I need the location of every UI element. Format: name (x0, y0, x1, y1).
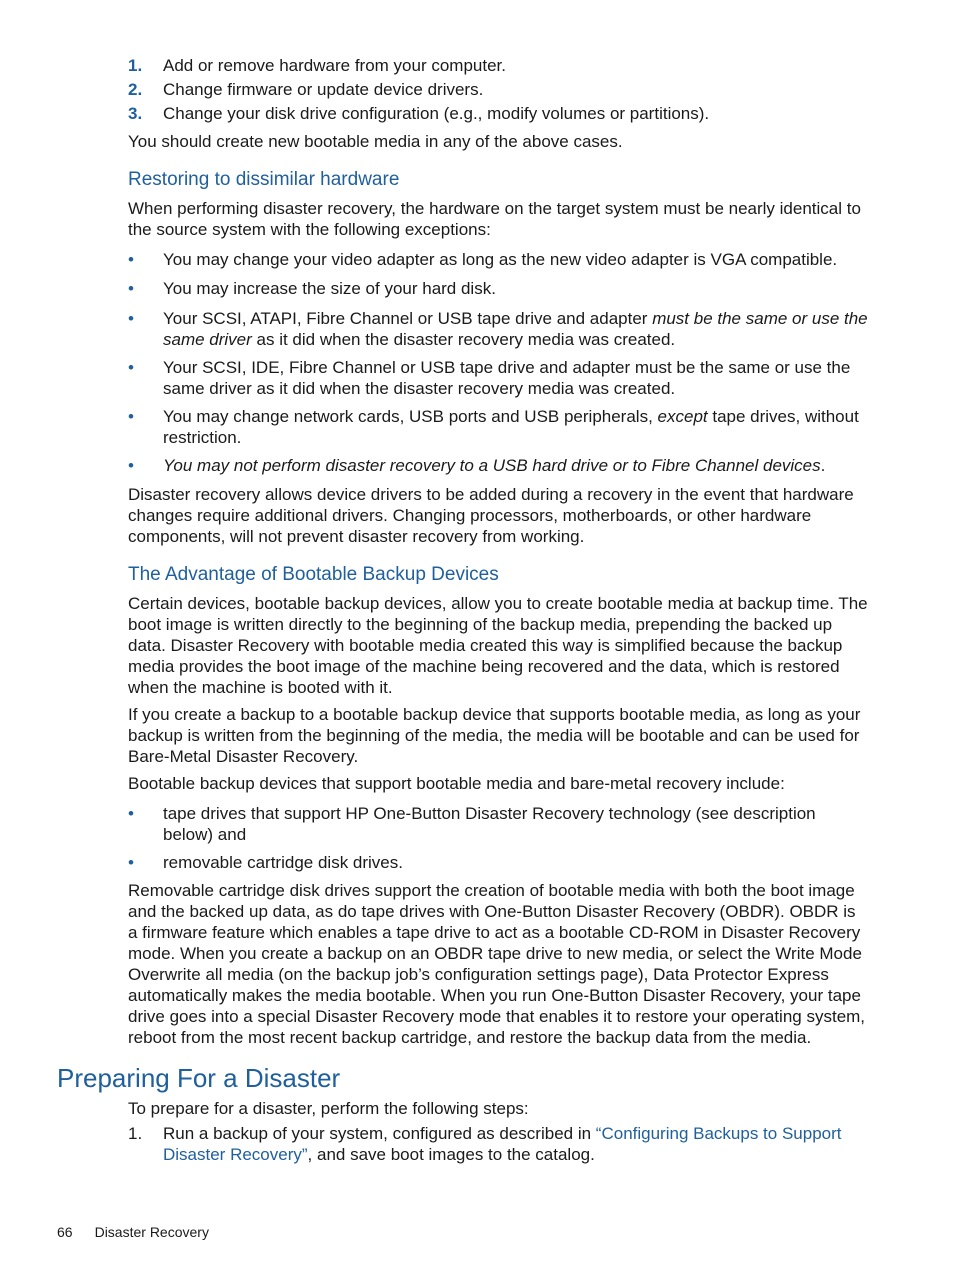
list-number: 3. (128, 104, 143, 123)
paragraph: Bootable backup devices that support bootable media and bare-metal recovery include: (128, 774, 785, 793)
bullet-text: Your SCSI, IDE, Fibre Channel or USB tape drive and adapter must be the same or use the same driver as it did when the disaster recovery media was created. (163, 358, 851, 398)
list-item-text: Run a backup of your system, configured as described in (163, 1124, 596, 1143)
exceptions-bullet-list (128, 249, 868, 483)
bullet-icon: • (128, 853, 134, 872)
bullet-item (128, 455, 868, 483)
paragraph: You should create new bootable media in any of the above cases. (128, 132, 623, 151)
bullet-icon: • (128, 250, 134, 269)
paragraph: Certain devices, bootable backup devices, allow you to create bootable media at backup time. The boot image is written directly to the beginning of the backup media, prepending the backed up data. Disaster Recovery with bootable media created this way is simplified because the backup media provides the boot image of the machine being recovered and the data, which is restored when the machine is booted with it. (128, 594, 868, 697)
page-number: 66 (57, 1224, 73, 1240)
bullet-text: tape drives, without restriction. (163, 407, 859, 447)
bullet-icon: • (128, 456, 134, 475)
list-item-text: , and save boot images to the catalog. (307, 1145, 595, 1164)
list-item (128, 79, 868, 103)
bullet-text: Your SCSI, ATAPI, Fibre Channel or USB tape drive and adapter (163, 309, 653, 328)
bullet-emphasis: except (657, 407, 708, 426)
bullet-emphasis: must be the same or use the same driver (163, 309, 868, 349)
list-number: 1. (128, 1124, 143, 1143)
bullet-text: You may change your video adapter as long as the new video adapter is VGA compatible. (163, 250, 838, 269)
list-item-text: Change your disk drive configuration (e.g., modify volumes or partitions). (163, 104, 710, 123)
section-heading-bootable-devices: The Advantage of Bootable Backup Devices (128, 564, 499, 585)
bullet-icon: • (128, 309, 134, 328)
bullet-item (128, 357, 868, 406)
bullet-item (128, 406, 868, 455)
bullet-icon: • (128, 279, 134, 298)
bullet-icon: • (128, 358, 134, 377)
page-footer (57, 1222, 209, 1243)
list-item-text: Change firmware or update device drivers. (163, 80, 484, 99)
bullet-text: tape drives that support HP One-Button Disaster Recovery technology (see description below) and (163, 804, 816, 844)
list-number: 1. (128, 56, 143, 75)
bullet-item (128, 308, 868, 357)
bullet-item (128, 249, 868, 278)
list-item (128, 103, 868, 127)
top-numbered-list (128, 55, 868, 127)
bullet-item (128, 278, 868, 308)
list-number: 2. (128, 80, 143, 99)
bullet-item (128, 803, 868, 852)
bullet-text: removable cartridge disk drives. (163, 853, 403, 872)
bullet-icon: • (128, 407, 134, 426)
paragraph: Disaster recovery allows device drivers to be added during a recovery in the event that hardware changes require additional drivers. Changing processors, motherboards, or other hardware components, will not prevent disaster recovery from working. (128, 485, 854, 546)
cross-reference-link[interactable]: “Configuring Backups to Support Disaster Recovery” (163, 1124, 842, 1164)
list-item (128, 1123, 868, 1165)
bullet-icon: • (128, 804, 134, 823)
paragraph: If you create a backup to a bootable backup device that supports bootable media, as long as your backup is written from the beginning of the media, the media will be bootable and can be used for Bare-Metal Disaster Recovery. (128, 705, 861, 766)
bullet-text: You may increase the size of your hard disk. (163, 279, 496, 298)
bullet-item (128, 852, 868, 880)
paragraph: To prepare for a disaster, perform the following steps: (128, 1099, 529, 1118)
page-section-title: Preparing For a Disaster (57, 1063, 341, 1093)
list-item (128, 55, 868, 79)
steps-numbered-list (128, 1123, 868, 1165)
bullet-text: . (820, 456, 826, 475)
list-item-text: Add or remove hardware from your computer. (163, 56, 506, 75)
bullet-text: as it did when the disaster recovery media was created. (251, 330, 676, 349)
bullet-emphasis: You may not perform disaster recovery to a USB hard drive or to Fibre Channel devices (163, 456, 821, 475)
bootable-devices-bullet-list (128, 803, 868, 880)
bullet-text: You may change network cards, USB ports and USB peripherals, (163, 407, 658, 426)
footer-section-title: Disaster Recovery (94, 1224, 209, 1240)
section-heading-dissimilar-hardware: Restoring to dissimilar hardware (128, 169, 400, 190)
paragraph: When performing disaster recovery, the hardware on the target system must be nearly identical to the source system with the following exceptions: (128, 199, 861, 239)
paragraph: Removable cartridge disk drives support the creation of bootable media with both the boot image and the backed up data, as do tape drives with One-Button Disaster Recovery (OBDR). OBDR is a firmware feature which enables a tape drive to act as a bootable CD-ROM in Disaster Recovery mode. When you create a backup on an OBDR tape drive to new media, or select the Write Mode Overwrite all media (on the backup job’s configuration settings page), Data Protector Express automatically makes the media bootable. When you run One-Button Disaster Recovery, your tape drive goes into a special Disaster Recovery mode that enables it to restore your operating system, reboot from the most recent backup cartridge, and restore the backup data from the media. (128, 881, 866, 1047)
